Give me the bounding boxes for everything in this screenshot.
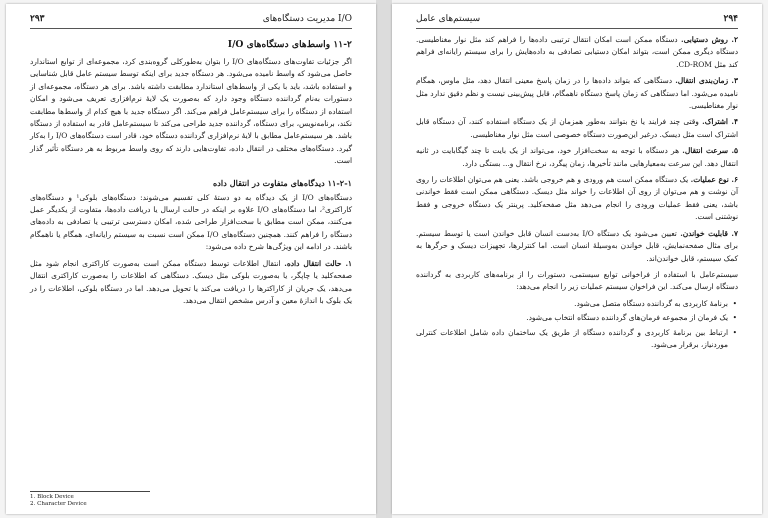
item-text: دستگاه ممکن است امکان انتقال ترتیبی داده‌ها را فراهم کند مثل نوار مغناطیسی. دستگاه دیگری ممکن است، بتواند امکان دستیابی تصادفی به داده‌هایش را برای سیستم رایانه‌ای فراهم کند مثل CD-ROM. xyxy=(416,35,738,69)
list-item xyxy=(416,75,738,112)
left-running-head xyxy=(30,14,352,29)
closing-paragraph: سیستم‌عامل با استفاده از فراخوانی توابع سیستمی، دستورات را از برنامه‌های کاربردی به گرداننده دستگاه ارسال می‌کند. این فراخوان سیستم عملیات زیر را انجام می‌دهد: xyxy=(416,269,738,292)
item-text: یک دستگاه ممکن است هم ورودی و هم خروجی باشد. یعنی هم می‌توان اطلاعات را روی آن نوشت و هم می‌توان از روی آن اطلاعات را خواند مثل دیسک. دستگاهی ممکن است فقط خواندنی باشد، یعنی فقط عملیات ورودی را انجام می‌دهد مثل صفحه‌کلید. پرینتر یک دستگاه خروجی و فقط نوشتنی است. xyxy=(416,175,738,222)
item-label: ۱. حالت انتقال داده. xyxy=(284,258,352,268)
item-label: ۶. نوع عملیات. xyxy=(690,175,738,185)
left-page xyxy=(6,4,376,514)
section-heading: ۱۱-۲ واسط‌های دستگاه‌های I/O xyxy=(227,39,352,50)
list-item xyxy=(30,258,352,308)
item-text: انتقال اطلاعات توسط دستگاه ممکن است به‌صورت کاراکتری انجام شود مثل صفحه‌کلید یا چاپگر، یا به‌صورت بلوکی مثل دیسک. دستگاهی که اطلاعات را به‌صورت کاراکتری انتقال می‌دهد، یک جریان از کاراکترها را دریافت می‌کند یا تحویل می‌دهد. اما در دستگاه بلوکی، اطلاعات را در یک بلوک با اندازهٔ معین و آدرس مشخص انتقال می‌دهد. xyxy=(30,258,352,305)
left-page-number: ۲۹۳ xyxy=(30,14,45,24)
item-label: ۳. زمان‌بندی انتقال. xyxy=(675,76,738,86)
item-text: تعیین می‌شود یک دستگاه I/O به‌دست انسان قابل خواندن است یا توسط سیستم. برای مثال صفحه‌نمایش، قابل خواندن به‌وسیلهٔ انسان است. اما کنترلرها، تجهیزات دیسک و حرگرها به کمک سیستم، قابل خواندن‌اند. xyxy=(416,228,738,263)
list-item xyxy=(416,145,738,170)
right-running-title: سیستم‌های عامل xyxy=(416,14,481,24)
item-label: ۲. روش دستیابی. xyxy=(681,35,738,44)
subsection-heading: ۱۱-۲-۱ دیدگاه‌های متفاوت در انتقال داده xyxy=(213,177,352,188)
subsection-paragraph: دستگاه‌های I/O از یک دیدگاه به دو دستهٔ کلی تقسیم می‌شوند: دستگاه‌های بلوکی¹ و دستگاه‌های کاراکتری²، اما دستگاه‌های I/O علاوه بر اینکه در حالت ارسال یا دریافت داده‌ها، متفاوت از یکدیگر عمل می‌کنند، ممکن است مطابق با سخت‌افزار طراحی شده، امکان دسترسی ترتیبی یا تصادفی به داده‌های دستگاه را فراهم کنند. همچنین دستگاه‌های I/O ممکن است نسبت به سیستم رایانه‌ای، همگام یا ناهمگام باشند. در ادامه این ویژگی‌ها شرح داده می‌شود: xyxy=(30,192,353,252)
list-item xyxy=(416,34,738,71)
item-text: وقتی چند فرایند یا نخ بتوانند به‌طور همزمان از یک دستگاه استفاده کنند، آن دستگاه قابل اشتراک است مثل دیسک. درغیر این‌صورت دستگاه خصوصی است مثل نوار مغناطیسی. xyxy=(416,117,738,139)
bullet-item: • ارتباط بین برنامهٔ کاربردی و گرداننده دستگاه از طریق یک ساختمان داده شامل اطلاعات کنترلی موردنیاز، برقرار می‌شود. xyxy=(416,327,728,352)
footnote: 1. Block Device xyxy=(30,494,74,500)
left-running-title: مدیریت دستگاه‌های I/O xyxy=(262,14,352,24)
footnotes xyxy=(30,491,150,508)
item-label: ۴. اشتراک. xyxy=(702,117,738,127)
item-text: دستگاهی که بتواند داده‌ها را در زمان پاسخ معینی انتقال دهد، مثل ماوس، همگام نامیده می‌شود. اما دستگاهی که زمان پاسخ دستگاه ناهمگام، قابل پیش‌بینی نیست و نظم دقیق ندارد مثل نوار مغناطیسی. xyxy=(416,76,738,111)
bullet-item: • برنامهٔ کاربردی به گرداننده دستگاه متصل می‌شود. xyxy=(416,298,728,310)
item-label: ۵. سرعت انتقال. xyxy=(682,146,739,156)
item-label: ۷. قابلیت خواندن. xyxy=(680,228,738,238)
right-page-number: ۲۹۴ xyxy=(723,14,738,24)
bullet-list xyxy=(416,298,738,352)
book-gutter xyxy=(376,0,392,518)
left-page-body xyxy=(30,34,352,311)
right-page xyxy=(392,4,762,514)
list-item xyxy=(416,116,738,141)
right-running-head xyxy=(416,14,738,29)
bullet-item: • یک فرمان از مجموعه فرمان‌های گرداننده دستگاه انتخاب می‌شود. xyxy=(416,312,728,324)
list-item xyxy=(416,174,738,224)
item-text: هر دستگاه با توجه به سخت‌افزار خود، می‌تواند از یک بایت تا چند گیگابایت در ثانیه انتقال دهد. این سرعت به‌معیارهایی مانند تأخیرها، زمان پیگرد، نرخ انتقال و... بستگی دارد. xyxy=(416,146,738,168)
intro-paragraph: اگر جزئیات تفاوت‌های دستگاه‌های I/O را بتوان به‌طورکلی گروه‌بندی کرد، مجموعه‌ای از توابع استاندارد حاصل می‌شود که واسط نامیده می‌شود. هر دستگاه جدید برای اینکه توسط سیستم عامل قابل شناسایی و استفاده باشد، باید با یکی از واسط‌های استاندارد مطابقت داشته باشد. برای هر دستگاه، مجموعه‌ای از دستورات به‌نام گرداننده دستگاه وجود دارد که به‌صورت یک لایهٔ نرم‌افزاری تعریف می‌شود و امکان استفاده از دستگاه را برای سیستم‌عامل فراهم می‌کند. اگر دستگاه جدید با هیچ کدام از واسط‌ها مطابقت نکند، برنامه‌نویس، برای دستگاه، گرداننده جدید طراحی می‌کند تا سیستم‌عامل قادر به استفاده از دستگاه باشد. هر سیستم‌عامل مطابق با لایهٔ نرم‌افزاری گرداننده دستگاه خود، قادر است دستگاه‌های I/O را به‌کار گیرد. دستگاه‌های مختلف در انتقال داده، تفاوت‌هایی دارند که روی واسط مربوط به هر دستگاه تأثیر گذار است. xyxy=(30,57,352,166)
footnote: 2. Character Device xyxy=(30,501,87,507)
list-item xyxy=(416,228,738,265)
right-page-body xyxy=(416,34,738,353)
